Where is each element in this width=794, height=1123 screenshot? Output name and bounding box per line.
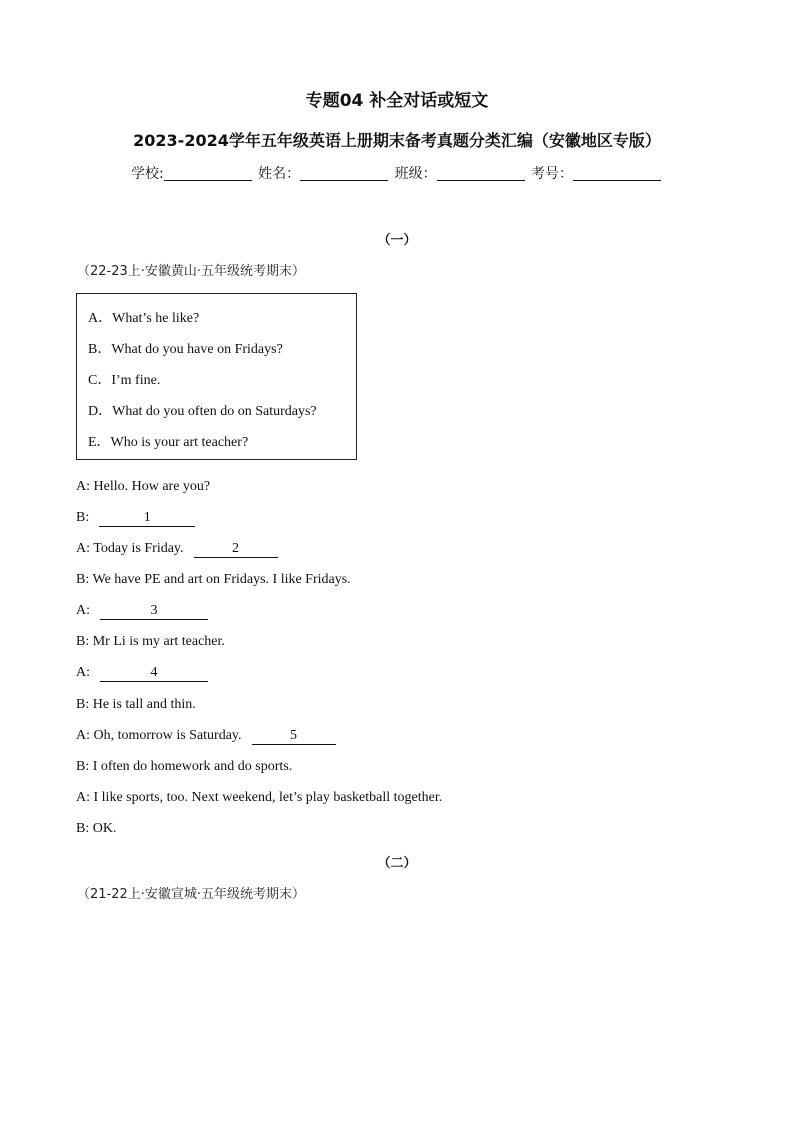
- document-title: 专题04 补全对话或短文: [305, 91, 489, 111]
- dialogue-line-9: [76, 728, 336, 745]
- dialogue-text: B: He is tall and thin.: [76, 697, 196, 712]
- name-label: 姓名：: [258, 166, 301, 182]
- answer-blank-2[interactable]: 2: [194, 541, 278, 558]
- exam-number-blank[interactable]: [573, 166, 661, 181]
- document-subtitle: 2023-2024学年五年级英语上册期末备考真题分类汇编（安徽地区专版）: [133, 131, 661, 150]
- answer-blank-5[interactable]: 5: [252, 728, 336, 745]
- dialogue-line-10: [76, 759, 292, 775]
- dialogue-text: B: We have PE and art on Fridays. I like Fridays.: [76, 572, 351, 587]
- dialogue-text: B: OK.: [76, 821, 117, 836]
- class-blank[interactable]: [437, 166, 525, 181]
- dialogue-line-12: [76, 821, 116, 837]
- dialogue-line-11: [76, 790, 442, 806]
- dialogue-line-3: [76, 541, 278, 558]
- school-label: 学校:: [130, 166, 164, 182]
- dialogue-line-4: [76, 572, 351, 588]
- dialogue-text: A: Hello. How are you?: [76, 479, 211, 494]
- exam-number-label: 考号：: [531, 166, 574, 182]
- class-label: 班级：: [394, 166, 437, 182]
- section-2-label: （二）: [377, 856, 417, 871]
- answer-blank-1[interactable]: 1: [99, 510, 195, 527]
- dialogue-line-2: [76, 510, 195, 527]
- dialogue-line-1: [76, 479, 210, 495]
- dialogue-text: B: Mr Li is my art teacher.: [76, 634, 225, 649]
- section-1-source: （22-23上·安徽黄山·五年级统考期末）: [77, 264, 306, 279]
- dialogue-line-5: [76, 603, 208, 620]
- dialogue-text: A:: [76, 603, 90, 618]
- dialogue-text: B:: [76, 510, 90, 525]
- options-box: [76, 293, 357, 460]
- section-1-label: （一）: [377, 233, 417, 248]
- name-blank[interactable]: [300, 166, 388, 181]
- option-a: A．What’s he like?: [88, 311, 200, 326]
- dialogue-line-8: [76, 697, 196, 713]
- dialogue-line-7: [76, 665, 208, 682]
- school-blank[interactable]: [164, 166, 252, 181]
- answer-blank-3[interactable]: 3: [100, 603, 208, 620]
- dialogue-line-6: [76, 634, 225, 650]
- option-b: B．What do you have on Fridays?: [88, 342, 283, 357]
- dialogue-text: A: Today is Friday.: [76, 541, 184, 556]
- section-2-source: （21-22上·安徽宣城·五年级统考期末）: [77, 887, 306, 902]
- option-c: C．I’m fine.: [88, 373, 161, 388]
- dialogue-text: A: I like sports, too. Next weekend, let’s play basketball together.: [76, 790, 443, 805]
- option-e: E．Who is your art teacher?: [88, 435, 249, 450]
- dialogue-text: A: Oh, tomorrow is Saturday.: [76, 728, 242, 743]
- answer-blank-4[interactable]: 4: [100, 665, 208, 682]
- option-d: D．What do you often do on Saturdays?: [88, 404, 317, 419]
- student-info-row: [0, 163, 794, 183]
- dialogue-text: A:: [76, 665, 90, 680]
- dialogue-text: B: I often do homework and do sports.: [76, 759, 293, 774]
